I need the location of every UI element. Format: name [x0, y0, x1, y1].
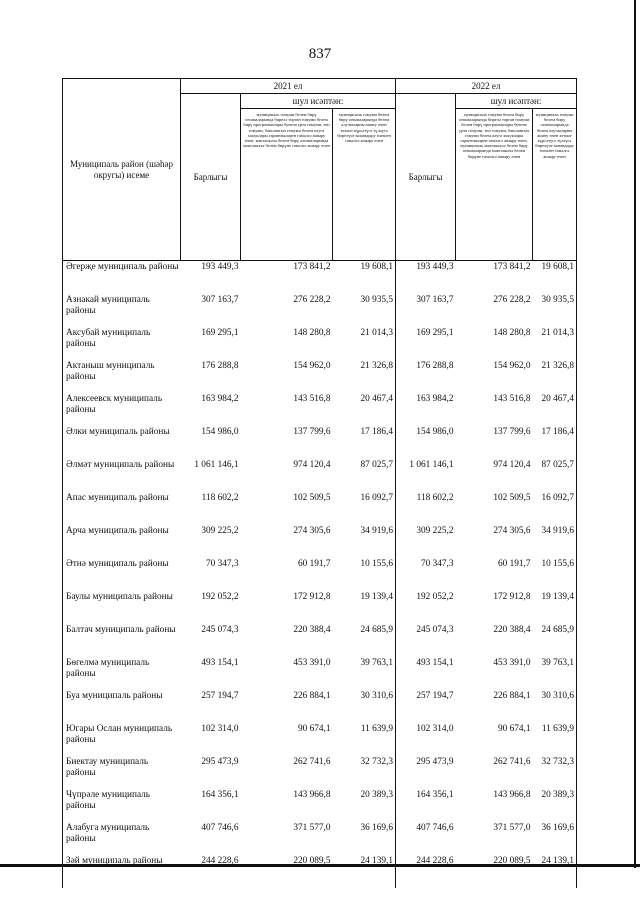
incl-b-2021-value: 19 608,1	[333, 261, 396, 295]
incl-a-2022-value: 172 912,8	[493, 592, 531, 602]
incl-a-2021-value: 974 120,4	[293, 460, 331, 470]
total-2021-value: 193 449,3	[201, 262, 239, 272]
budget-table	[62, 78, 577, 888]
total-2022-header: Барлыгы	[396, 94, 456, 261]
incl-a-2021-value: 137 799,6	[293, 427, 331, 437]
total-2022-value: 257 194,7	[416, 691, 454, 701]
incl-b-2022-value: 20 467,4	[533, 393, 577, 426]
table-row	[63, 360, 577, 393]
municipality-name: Азнакай муниципаль районы	[63, 294, 181, 327]
incl-a-2021-value: 143 516,8	[293, 394, 331, 404]
incl-b-2021-value: 36 169,6	[333, 822, 396, 855]
incl-b-2022-value: 30 935,5	[533, 294, 577, 327]
page-number: 837	[308, 46, 332, 62]
municipality-name: Буа муниципаль районы	[63, 690, 181, 723]
incl-b-2022-value: 30 310,6	[533, 690, 577, 723]
note-b-2022-header: муниципаль гомуми белем бирү оешмаларында белем алучыларны ашату өчен хезмәт күрсәтүгә түләүгә бирелүче ышандыру өлешен гамәлгә ашыру өчен	[533, 109, 577, 261]
incl-b-2022-value: 21 326,8	[533, 360, 577, 393]
table-row	[63, 492, 577, 525]
table-row	[63, 855, 577, 888]
incl-b-2022-value: 19 139,4	[533, 591, 577, 624]
municipality-name: Бөгелмә муниципаль районы	[63, 657, 181, 690]
total-2021-header: Барлыгы	[181, 94, 241, 261]
total-2021-value: 1 061 146,1	[194, 460, 239, 470]
table-row	[63, 261, 577, 295]
incl-a-2021-value: 220 089,5	[293, 856, 331, 866]
table-row	[63, 690, 577, 723]
incl-a-2022-value: 453 391,0	[493, 658, 531, 668]
incl-a-2021-value: 371 577,0	[293, 823, 331, 833]
total-2022-value: 192 052,2	[416, 592, 454, 602]
note-a-2022-header: муниципаль гомуми белем бирү оешмаларында бирелә торган гомуми белем бирү программалары буенча урта гомуми, төп гомуми, башлангыч гомуми белем алуга хокуклары гарантияләрен гамәлгә ашыру өчен, муниципаль мәктәпкәчә белем бирү оешмаларында мәктәпкәчә белем бирүне гамәлгә ашыру өчен	[456, 109, 533, 261]
total-2022-value: 309 225,2	[416, 526, 454, 536]
incl-b-2021-value: 11 639,9	[333, 723, 396, 756]
incl-a-2021-value: 453 391,0	[293, 658, 331, 668]
incl-a-2022-value: 143 966,8	[493, 790, 531, 800]
incl-b-2021-value: 19 139,4	[333, 591, 396, 624]
incl-b-2021-value: 16 092,7	[333, 492, 396, 525]
incl-b-2022-value: 17 186,4	[533, 426, 577, 459]
incl-b-2021-value: 10 155,6	[333, 558, 396, 591]
total-2022-value: 169 295,1	[416, 328, 454, 338]
table-row	[63, 294, 577, 327]
incl-b-2022-value: 32 732,3	[533, 756, 577, 789]
year-2022-header: 2022 ел	[396, 79, 577, 94]
municipality-name: Югары Ослан муниципаль районы	[63, 723, 181, 756]
incl-a-2021-value: 154 962,0	[293, 361, 331, 371]
total-2021-value: 154 986,0	[201, 427, 239, 437]
incl-a-2022-value: 154 962,0	[493, 361, 531, 371]
incl-b-2022-value: 24 685,9	[533, 624, 577, 657]
incl-a-2021-value: 173 841,2	[293, 262, 331, 272]
incl-b-2021-value: 24 685,9	[333, 624, 396, 657]
table-row	[63, 525, 577, 558]
total-2022-value: 154 986,0	[416, 427, 454, 437]
total-2021-value: 309 225,2	[201, 526, 239, 536]
incl-b-2022-value: 36 169,6	[533, 822, 577, 855]
incl-a-2022-value: 60 191,7	[497, 559, 531, 569]
incl-a-2022-value: 220 388,4	[493, 625, 531, 635]
incl-b-2022-value: 10 155,6	[533, 558, 577, 591]
total-2022-value: 164 356,1	[416, 790, 454, 800]
incl-b-2021-value: 17 186,4	[333, 426, 396, 459]
incl-a-2022-value: 262 741,6	[493, 757, 531, 767]
total-2022-value: 493 154,1	[416, 658, 454, 668]
total-2021-value: 169 295,1	[201, 328, 239, 338]
incl-b-2021-value: 21 014,3	[333, 327, 396, 360]
incl-a-2021-value: 90 674,1	[297, 724, 331, 734]
table-body	[63, 261, 577, 889]
municipality-name: Биектау муниципаль районы	[63, 756, 181, 789]
municipality-name: Актаныш муниципаль районы	[63, 360, 181, 393]
total-2021-value: 407 746,6	[201, 823, 239, 833]
including-2021-header: шул исәптән:	[241, 94, 396, 109]
incl-a-2022-value: 220 089,5	[493, 856, 531, 866]
total-2021-value: 118 602,2	[201, 493, 239, 503]
incl-a-2022-value: 137 799,6	[493, 427, 531, 437]
incl-a-2022-value: 226 884,1	[493, 691, 531, 701]
incl-a-2022-value: 90 674,1	[497, 724, 531, 734]
incl-b-2021-value: 34 919,6	[333, 525, 396, 558]
incl-b-2021-value: 24 139,1	[333, 855, 396, 888]
incl-b-2021-value: 20 467,4	[333, 393, 396, 426]
total-2022-value: 193 449,3	[416, 262, 454, 272]
incl-a-2021-value: 276 228,2	[293, 295, 331, 305]
note-b-2021-header: муниципаль гомуми белем бирү оешмаларында белем алучыларны ашату өчен хезмәт күрсәтүгә түләүгә бирелүче ышандыру өлешен гамәлгә ашыру өчен	[333, 109, 396, 261]
table-row	[63, 393, 577, 426]
municipality-name: Әлмәт муниципаль районы	[63, 459, 181, 492]
table-row	[63, 459, 577, 492]
including-2022-header: шул исәптән:	[456, 94, 577, 109]
table-row	[63, 822, 577, 855]
incl-a-2022-value: 173 841,2	[493, 262, 531, 272]
incl-a-2022-value: 148 280,8	[493, 328, 531, 338]
total-2022-value: 245 074,3	[416, 625, 454, 635]
total-2021-value: 257 194,7	[201, 691, 239, 701]
total-2021-value: 164 356,1	[201, 790, 239, 800]
incl-a-2022-value: 274 305,6	[493, 526, 531, 536]
incl-b-2022-value: 16 092,7	[533, 492, 577, 525]
total-2021-value: 493 154,1	[201, 658, 239, 668]
municipality-name: Әлки муниципаль районы	[63, 426, 181, 459]
incl-a-2021-value: 220 388,4	[293, 625, 331, 635]
total-2022-value: 163 984,2	[416, 394, 454, 404]
incl-a-2021-value: 172 912,8	[293, 592, 331, 602]
municipality-name: Арча муниципаль районы	[63, 525, 181, 558]
municipality-name: Чүпрәле муниципаль районы	[63, 789, 181, 822]
incl-a-2021-value: 262 741,6	[293, 757, 331, 767]
total-2021-value: 244 228,6	[201, 856, 239, 866]
total-2022-value: 307 163,7	[416, 295, 454, 305]
total-2021-value: 102 314,0	[201, 724, 239, 734]
total-2022-value: 244 228,6	[416, 856, 454, 866]
municipality-name: Әтнә муниципаль районы	[63, 558, 181, 591]
total-2021-value: 70 347,3	[205, 559, 239, 569]
table-row	[63, 624, 577, 657]
incl-b-2022-value: 20 389,3	[533, 789, 577, 822]
table-row	[63, 789, 577, 822]
municipality-name: Аксубай муниципаль районы	[63, 327, 181, 360]
incl-a-2021-value: 143 966,8	[293, 790, 331, 800]
table-row	[63, 426, 577, 459]
table-row	[63, 756, 577, 789]
incl-a-2021-value: 226 884,1	[293, 691, 331, 701]
incl-a-2021-value: 148 280,8	[293, 328, 331, 338]
incl-a-2022-value: 276 228,2	[493, 295, 531, 305]
incl-a-2021-value: 274 305,6	[293, 526, 331, 536]
total-2022-value: 118 602,2	[416, 493, 454, 503]
total-2021-value: 176 288,8	[201, 361, 239, 371]
municipality-name: Зәй муниципаль районы	[63, 855, 181, 888]
table-row	[63, 327, 577, 360]
municipality-name: Әгерҗе муниципаль районы	[63, 261, 181, 295]
incl-b-2022-value: 19 608,1	[533, 261, 577, 295]
incl-b-2022-value: 87 025,7	[533, 459, 577, 492]
incl-a-2022-value: 102 509,5	[493, 493, 531, 503]
total-2021-value: 163 984,2	[201, 394, 239, 404]
total-2021-value: 245 074,3	[201, 625, 239, 635]
incl-a-2021-value: 102 509,5	[293, 493, 331, 503]
total-2022-value: 176 288,8	[416, 361, 454, 371]
table-row	[63, 591, 577, 624]
incl-b-2022-value: 34 919,6	[533, 525, 577, 558]
incl-b-2022-value: 39 763,1	[533, 657, 577, 690]
incl-b-2021-value: 30 310,6	[333, 690, 396, 723]
municipality-name: Баулы муниципаль районы	[63, 591, 181, 624]
incl-b-2022-value: 11 639,9	[533, 723, 577, 756]
incl-b-2022-value: 21 014,3	[533, 327, 577, 360]
total-2022-value: 295 473,9	[416, 757, 454, 767]
incl-a-2022-value: 143 516,8	[493, 394, 531, 404]
total-2022-value: 70 347,3	[420, 559, 454, 569]
total-2021-value: 295 473,9	[201, 757, 239, 767]
total-2022-value: 407 746,6	[416, 823, 454, 833]
note-a-2021-header: муниципаль гомуми белем бирү оешмаларында бирелә торган гомуми белем бирү программалары буенча урта гомуми, төп гомуми, башлангыч гомуми белем алуга хокуклары гарантияләрен гамәлгә ашыру өчен, мәктәпкәчә белем бирү оешмаларында мәктәпкәчә белем бирүне гамәлгә ашыру өчен	[241, 109, 333, 261]
total-2022-value: 102 314,0	[416, 724, 454, 734]
municipality-name: Алабуга муниципаль районы	[63, 822, 181, 855]
total-2021-value: 307 163,7	[201, 295, 239, 305]
municipality-name: Алексеевск муниципаль районы	[63, 393, 181, 426]
table-row	[63, 723, 577, 756]
total-2021-value: 192 052,2	[201, 592, 239, 602]
page-frame-right	[634, 0, 636, 868]
municipality-column-header: Муниципаль район (шәһәр округы) исеме	[63, 79, 181, 261]
table-row	[63, 558, 577, 591]
incl-a-2022-value: 371 577,0	[493, 823, 531, 833]
incl-b-2021-value: 87 025,7	[333, 459, 396, 492]
incl-b-2022-value: 24 139,1	[533, 855, 577, 888]
incl-b-2021-value: 21 326,8	[333, 360, 396, 393]
municipality-name: Апас муниципаль районы	[63, 492, 181, 525]
municipality-name: Балтач муниципаль районы	[63, 624, 181, 657]
incl-a-2021-value: 60 191,7	[297, 559, 331, 569]
total-2022-value: 1 061 146,1	[409, 460, 454, 470]
year-2021-header: 2021 ел	[181, 79, 396, 94]
incl-b-2021-value: 20 389,3	[333, 789, 396, 822]
incl-b-2021-value: 32 732,3	[333, 756, 396, 789]
incl-b-2021-value: 39 763,1	[333, 657, 396, 690]
incl-a-2022-value: 974 120,4	[493, 460, 531, 470]
table-row	[63, 657, 577, 690]
incl-b-2021-value: 30 935,5	[333, 294, 396, 327]
